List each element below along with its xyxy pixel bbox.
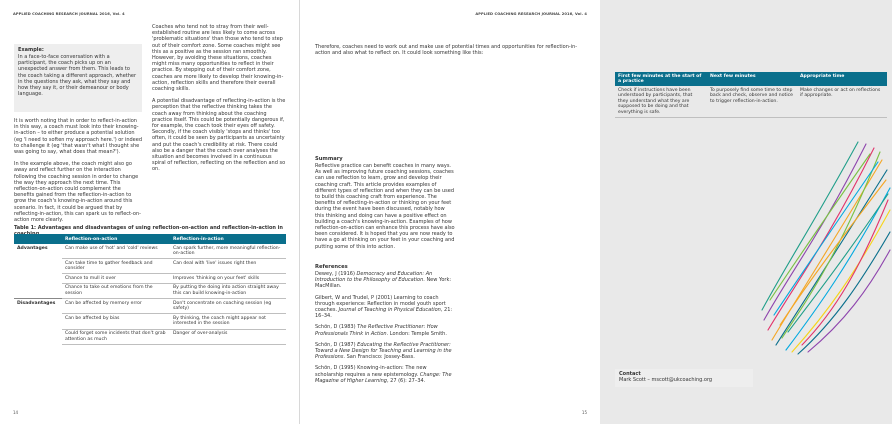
row-label	[14, 259, 62, 274]
references-title: References	[315, 264, 348, 270]
right-page	[300, 0, 881, 424]
reference-item: Schön, D (1987) Educating the Reflective Practitioner: Toward a New Design for Teaching and Learning in the Professions. San Francisco: Jossey-Bass.	[315, 341, 452, 361]
left-column-1	[14, 118, 142, 229]
summary-title: Summary	[315, 156, 343, 162]
table-cell: Can be affected by bias	[62, 314, 170, 329]
running-header-right: APPLIED COACHING RESEARCH JOURNAL 2016, Vol. 4	[475, 12, 587, 16]
left-column-2	[152, 24, 286, 179]
row-label	[14, 314, 62, 329]
table-cell: Could forget some incidents that don't grab attention as much	[62, 329, 170, 344]
intro-paragraph: Therefore, coaches need to work out and make use of potential times and opportunities for reflection-in-action and also what to reflect on. It could look something like this:	[315, 44, 578, 57]
summary-section	[315, 156, 455, 256]
table2-header-appropriate: Appropriate time	[797, 72, 887, 86]
reference-item: Gilbert, W and Trudel, P (2001) Learning to coach through experience: Reflection in model youth sport coaches. Journal of Teaching in Physical Education, 21: 16–34.	[315, 294, 453, 320]
paragraph: In the example above, the coach might also go away and reflect further on the interaction following the coaching session in order to change the way they approach the next time. This reflection-on-action could complement the benefits gained from the reflection-in-action to grow the coach's knowing-in-action around this scenario. In fact, it could be argued that by reflecting-in-action, this can spark us to reflect-on-action more clearly.	[14, 161, 141, 224]
table-cell: Check if instructions have been understood by participants, that they understand what they are supposed to be doing and that everything is safe.	[615, 86, 707, 117]
row-label	[14, 283, 62, 298]
table-row	[615, 86, 887, 117]
table-cell: By putting the doing into action straight away this can build knowing-in-action	[170, 283, 286, 298]
table-cell: Chance to take out emotions from the session	[62, 283, 170, 298]
table2-header-next: Next few minutes	[707, 72, 797, 86]
paragraph: Coaches who tend not to stray from their well-established routine are less likely to come across 'problematic situations' than those who tend to step out of their comfort zone. Some coaches might see this as a positive as the session ran smoothly. However, by avoiding these situations, coaches might miss many opportunities to reflect in their practice. By stepping out of their comfort zone, coaches are more likely to develop their knowing-in-action, reflection skills and therefore their overall coaching skills.	[152, 24, 284, 93]
table-row	[14, 283, 286, 298]
table1-title: Table 1: Advantages and disadvantages of using reflection-on-action and reflection-in-action in	[14, 225, 283, 231]
table2-header-row	[615, 72, 887, 86]
summary-body: Reflective practice can benefit coaches in many ways. As well as improving future coaching sessions, coaches can use reflection to learn, grow and develop their coaching craft. This article provides examples of different types of reflection and when they can be used to build this coaching craft from experience. The benefits of reflecting-in-action or thinking on your feet during the event have been discussed, notably how this thinking and doing can have a positive effect on building a coach's knowing-in-action. Examples of how reflection-on-action can enhance this process have also been considered. It is hoped that you are now ready to have a go at thinking on your feet in your coaching and putting some of this into action.	[315, 163, 455, 250]
page-number-left: 14	[13, 410, 19, 415]
table1	[14, 234, 286, 345]
left-page	[0, 0, 300, 424]
example-body: In a face-to-face conversation with a participant, the coach picks up on an unexpected answer from them. This leads to the coach taking a different approach, whether in the questions they ask, what they say and how they say it, or their demeanour or body language.	[18, 54, 137, 98]
row-label-advantages: Advantages	[17, 245, 48, 251]
table-cell: Can spark further, more meaningful reflection-on-action	[170, 244, 286, 259]
row-label	[14, 329, 62, 344]
table-cell: Can make use of 'hot' and 'cold' reviews	[62, 244, 170, 259]
table2-header-first: First few minutes at the start of a practice	[615, 72, 707, 86]
contact-email: Mark Scott – mscott@ukcoaching.org	[619, 377, 713, 383]
reference-item: Schön, D (1983) The Reflective Practitioner: How Professionals Think in Action. London: Temple Smith.	[315, 324, 447, 337]
table-row	[14, 259, 286, 274]
table-row	[14, 244, 286, 259]
page-number-right: 15	[581, 410, 587, 415]
table1-header-blank	[14, 234, 62, 244]
row-label	[14, 274, 62, 284]
paragraph: It is worth noting that in order to reflect-in-action in this way, a coach must look into their knowing-in-action – to either produce a potential solution (eg 'I need to soften my approach here.') or indeed to challenge it (eg 'that wasn't what I thought she was going to say, what does that mean?').	[14, 118, 142, 156]
references-section	[315, 264, 455, 389]
table-cell: Make changes or act on reflections if appropriate.	[797, 86, 887, 117]
contact-title: Contact	[619, 371, 641, 377]
table1-header-row	[14, 234, 286, 244]
table2	[615, 72, 887, 118]
table-cell: Chance to mull it over	[62, 274, 170, 284]
table-cell: Danger of over-analysis	[170, 329, 286, 344]
right-intro	[315, 44, 587, 62]
table-cell: By thinking, the coach might appear not interested in the session	[170, 314, 286, 329]
table-row	[14, 329, 286, 344]
table-cell: Can take time to gather feedback and consider	[62, 259, 170, 274]
reference-item: Dewey, J (1916) Democracy and Education: An Introduction to the Philosophy of Education. New York: MacMillan.	[315, 271, 452, 290]
table1-header-on-action: Reflection-on-action	[62, 234, 170, 244]
example-title: Example:	[18, 47, 44, 53]
running-header-left: APPLIED COACHING RESEARCH JOURNAL 2016, Vol. 4	[13, 12, 125, 16]
paragraph: A potential disadvantage of reflecting-in-action is the perception that the reflective thinking takes the coach away from thinking about the coaching practice itself. This could be potentially dangerous if, for example, the coach took their eyes off safety. Secondly, if the coach visibly 'stops and thinks' too often, it could be seen by participants as uncertainty and put the coach's credibility at risk. There could also be a danger that the coach over analyses the situation and becomes involved in a continuous spiral of reflection, reflecting on the reflection and so on.	[152, 98, 286, 173]
table-cell: Don't concentrate on coaching session (eg safety)	[170, 299, 286, 314]
table-row	[14, 314, 286, 329]
table-row	[14, 299, 286, 314]
table-row	[14, 274, 286, 284]
table-cell: Can deal with 'live' issues right then	[170, 259, 286, 274]
table-cell: Improves 'thinking on your feet' skills	[170, 274, 286, 284]
table-cell: To purposely find some time to step back and check, observe and notice to trigger reflection-in-action.	[707, 86, 797, 117]
table1-header-in-action: Reflection-in-action	[170, 234, 286, 244]
contact-box	[615, 369, 753, 387]
decorative-swirl-graphic	[762, 140, 892, 355]
row-label-disadvantages: Disadvantages	[14, 299, 62, 314]
reference-item: Schön, D (1995) Knowing-in-action: The new scholarship requires a new epistemology. Change: The Magazine of Higher Learning, 27 (6): 27–34.	[315, 365, 452, 384]
example-box	[14, 44, 142, 112]
table-cell: Can be affected by memory error	[62, 299, 170, 314]
